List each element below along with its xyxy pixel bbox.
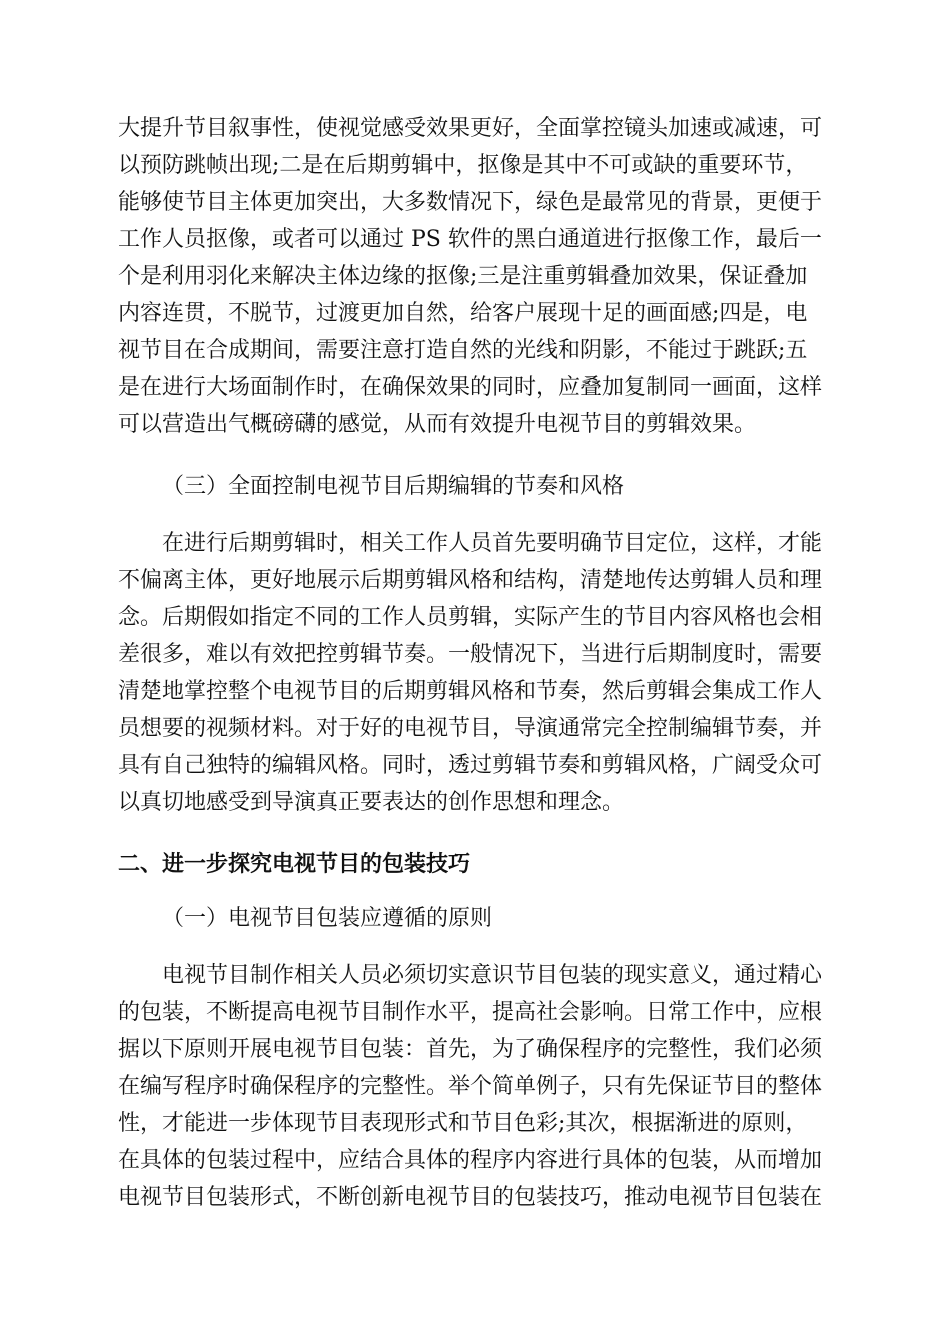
paragraph-3-line-7: 电视节目包装形式，不断创新电视节目的包装技巧，推动电视节目包装在 xyxy=(118,1185,823,1210)
paragraph-3-line-4: 在编写程序时确保程序的完整性。举个简单例子，只有先保证节目的整体 xyxy=(118,1074,823,1099)
paragraph-3-line-5: 性，才能进一步体现节目表现形式和节目色彩;其次，根据渐进的原则， xyxy=(118,1111,808,1136)
paragraph-1-line-2: 以预防跳帧出现;二是在后期剪辑中，抠像是其中不可或缺的重要环节， xyxy=(118,153,808,178)
paragraph-1-line-1: 大提升节目叙事性，使视觉感受效果更好，全面掌控镜头加速或减速，可 xyxy=(118,116,823,141)
paragraph-2-line-8: 以真切地感受到导演真正要表达的创作思想和理念。 xyxy=(118,790,625,815)
paragraph-1-line-9: 可以营造出气概磅礴的感觉，从而有效提升电视节目的剪辑效果。 xyxy=(118,412,757,437)
paragraph-3-line-3: 据以下原则开展电视节目包装：首先，为了确保程序的完整性，我们必须 xyxy=(118,1037,823,1062)
paragraph-2-line-1: 在进行后期剪辑时，相关工作人员首先要明确节目定位，这样，才能 xyxy=(162,531,823,556)
paragraph-2-line-7: 具有自己独特的编辑风格。同时，透过剪辑节奏和剪辑风格，广阔受众可 xyxy=(118,753,823,778)
paragraph-2-line-5: 清楚地掌控整个电视节目的后期剪辑风格和节奏，然后剪辑会集成工作人 xyxy=(118,679,823,704)
paragraph-1-line-4: 工作人员抠像，或者可以通过 PS 软件的黑白通道进行抠像工作，最后一 xyxy=(118,227,822,252)
paragraph-3-line-2: 的包装，不断提高电视节目制作水平，提高社会影响。日常工作中，应根 xyxy=(118,1000,823,1025)
paragraph-1-line-3: 能够使节目主体更加突出，大多数情况下，绿色是最常见的背景，更便于 xyxy=(118,190,823,215)
paragraph-3-line-1: 电视节目制作相关人员必须切实意识节目包装的现实意义，通过精心 xyxy=(162,963,823,988)
subheading-section-3: （三）全面控制电视节目后期编辑的节奏和风格 xyxy=(162,474,625,499)
paragraph-2-line-6: 员想要的视频材料。对于好的电视节目，导演通常完全控制编辑节奏，并 xyxy=(118,716,823,741)
paragraph-2-line-3: 念。后期假如指定不同的工作人员剪辑，实际产生的节目内容风格也会相 xyxy=(118,605,823,630)
paragraph-1-line-7: 视节目在合成期间，需要注意打造自然的光线和阴影，不能过于跳跃;五 xyxy=(118,338,808,363)
paragraph-1-line-5: 个是利用羽化来解决主体边缘的抠像;三是注重剪辑叠加效果，保证叠加 xyxy=(118,264,808,289)
paragraph-1-line-8: 是在进行大场面制作时，在确保效果的同时，应叠加复制同一画面，这样 xyxy=(118,375,823,400)
paragraph-2-line-2: 不偏离主体，更好地展示后期剪辑风格和结构，清楚地传达剪辑人员和理 xyxy=(118,568,823,593)
paragraph-3-line-6: 在具体的包装过程中，应结合具体的程序内容进行具体的包装，从而增加 xyxy=(118,1148,823,1173)
subheading-section-1: （一）电视节目包装应遵循的原则 xyxy=(162,906,493,931)
section-heading-2: 二、进一步探究电视节目的包装技巧 xyxy=(118,851,471,877)
paragraph-2-line-4: 差很多，难以有效把控剪辑节奏。一般情况下，当进行后期制度时，需要 xyxy=(118,642,823,667)
paragraph-1-line-6: 内容连贯，不脱节，过渡更加自然，给客户展现十足的画面感;四是，电 xyxy=(118,301,808,326)
